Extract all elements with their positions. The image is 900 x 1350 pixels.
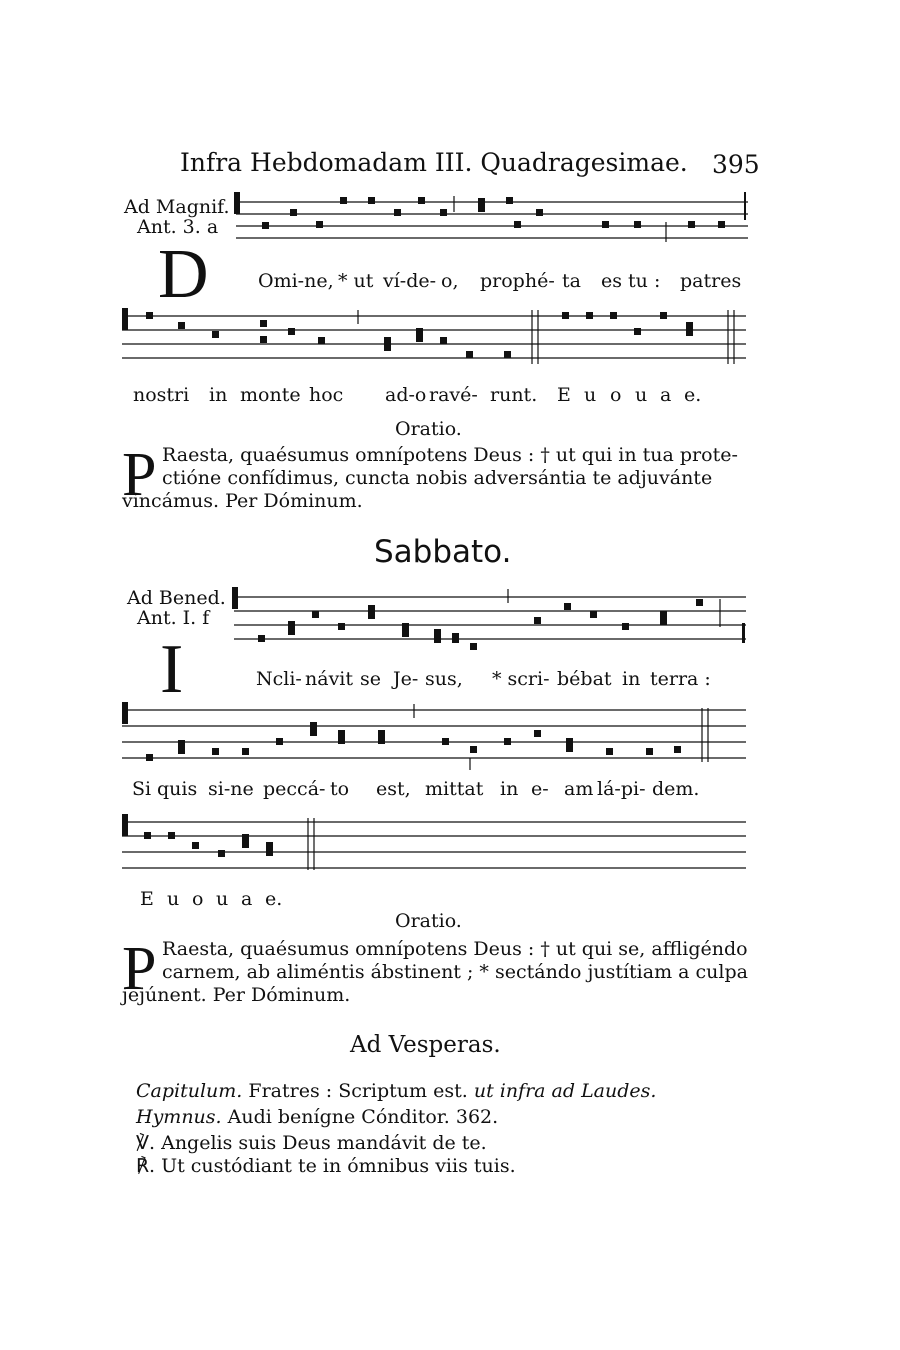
- syllable: runt.: [490, 384, 538, 406]
- versicle-symbol: ℣.: [136, 1132, 156, 1154]
- syllable: ravé-: [429, 384, 478, 406]
- chant-lyrics: [0, 270, 900, 294]
- syllable: prophé-: [480, 270, 555, 292]
- syllable: ta: [562, 270, 581, 292]
- syllable: u: [584, 384, 597, 406]
- syllable: u: [216, 888, 229, 910]
- chant-lyrics: [0, 778, 900, 802]
- syllable: monte: [240, 384, 301, 406]
- prayer-line: jejúnent. Per Dóminum.: [122, 984, 351, 1006]
- syllable: patres: [680, 270, 742, 292]
- syllable: terra :: [650, 668, 711, 690]
- oratio-heading: Oratio.: [395, 910, 462, 932]
- syllable: o: [610, 384, 622, 406]
- drop-initial: P: [122, 441, 157, 509]
- chant-staff: [120, 808, 750, 874]
- capitulum-label: Capitulum.: [136, 1080, 243, 1102]
- versicle-text: Angelis suis Deus mandávit de te.: [161, 1132, 487, 1154]
- syllable: hoc: [309, 384, 344, 406]
- chant-staff: [230, 583, 750, 655]
- syllable: e-: [531, 778, 549, 800]
- syllable: o,: [441, 270, 459, 292]
- hymnus-text: Audi benígne Cónditor. 362.: [227, 1106, 499, 1128]
- chant-lyrics: [0, 888, 900, 912]
- antiphon-label: Ad Magnif.: [124, 196, 230, 218]
- prayer-line: ctióne confídimus, cuncta nobis adversántia te adjuvánte: [162, 467, 713, 489]
- prayer-block: [122, 441, 748, 516]
- hymnus-label: Hymnus.: [136, 1106, 222, 1128]
- section-title: Ad Vesperas.: [350, 1032, 501, 1058]
- syllable: es tu :: [601, 270, 661, 292]
- syllable: mittat: [425, 778, 484, 800]
- syllable: in: [209, 384, 228, 406]
- syllable: si-ne: [208, 778, 254, 800]
- chant-staff: [232, 188, 752, 254]
- prayer-line: vincámus. Per Dóminum.: [122, 490, 363, 512]
- versicle-line: [136, 1132, 487, 1154]
- syllable: to: [330, 778, 350, 800]
- syllable: u: [635, 384, 648, 406]
- syllable: e.: [684, 384, 702, 406]
- antiphon-mode: Ant. I. f: [137, 607, 210, 629]
- syllable: Ncli-: [256, 668, 302, 690]
- syllable: o: [192, 888, 204, 910]
- syllable: * ut: [338, 270, 374, 292]
- capitulum-note: ut infra ad Laudes.: [473, 1080, 657, 1102]
- antiphon-mode: Ant. 3. a: [137, 216, 219, 238]
- hymnus-line: [136, 1106, 498, 1128]
- capitulum-line: [136, 1080, 656, 1102]
- syllable: quis: [157, 778, 198, 800]
- chant-staff: [120, 696, 750, 770]
- response-text: Ut custódiant te in ómnibus viis tuis.: [161, 1155, 516, 1177]
- syllable: Je-: [393, 668, 419, 690]
- section-title: Sabbato.: [374, 534, 512, 570]
- syllable: a: [241, 888, 253, 910]
- syllable: sus,: [425, 668, 463, 690]
- page-number: 395: [712, 150, 760, 179]
- running-header: Infra Hebdomadam III. Quadragesimae.: [180, 148, 688, 177]
- syllable: am: [564, 778, 594, 800]
- prayer-block: [122, 935, 748, 1010]
- prayer-line: Raesta, quaésumus omnípotens Deus : † ut qui se, affligéndo: [162, 938, 748, 960]
- syllable: E: [557, 384, 571, 406]
- syllable: * scri-: [492, 668, 550, 690]
- syllable: u: [167, 888, 180, 910]
- prayer-line: carnem, ab aliméntis ábstinent ; * sectándo justítiam a culpa: [162, 961, 748, 983]
- syllable: nostri: [133, 384, 190, 406]
- syllable: dem.: [652, 778, 700, 800]
- syllable: in: [500, 778, 519, 800]
- drop-initial: D: [158, 236, 209, 313]
- oratio-heading: Oratio.: [395, 418, 462, 440]
- syllable: lá-pi-: [597, 778, 646, 800]
- syllable: Omi-ne,: [258, 270, 334, 292]
- syllable: návit: [305, 668, 354, 690]
- syllable: E: [140, 888, 154, 910]
- syllable: se: [360, 668, 381, 690]
- chant-lyrics: [0, 384, 900, 408]
- syllable: est,: [376, 778, 411, 800]
- syllable: in: [622, 668, 641, 690]
- response-symbol: ℟.: [136, 1155, 156, 1177]
- syllable: ad-o: [385, 384, 427, 406]
- response-line: [136, 1155, 516, 1177]
- drop-initial: P: [122, 935, 157, 1003]
- syllable: ví-de-: [383, 270, 437, 292]
- syllable: bébat: [557, 668, 612, 690]
- drop-initial: I: [160, 631, 184, 708]
- chant-lyrics: [0, 668, 900, 692]
- capitulum-text: Fratres : Scriptum est.: [248, 1080, 468, 1102]
- prayer-line: Raesta, quaésumus omnípotens Deus : † ut qui in tua prote-: [162, 444, 738, 466]
- syllable: a: [660, 384, 672, 406]
- syllable: peccá-: [263, 778, 326, 800]
- syllable: e.: [265, 888, 283, 910]
- chant-staff: [120, 302, 750, 372]
- syllable: Si: [132, 778, 152, 800]
- antiphon-label: Ad Bened.: [127, 587, 226, 609]
